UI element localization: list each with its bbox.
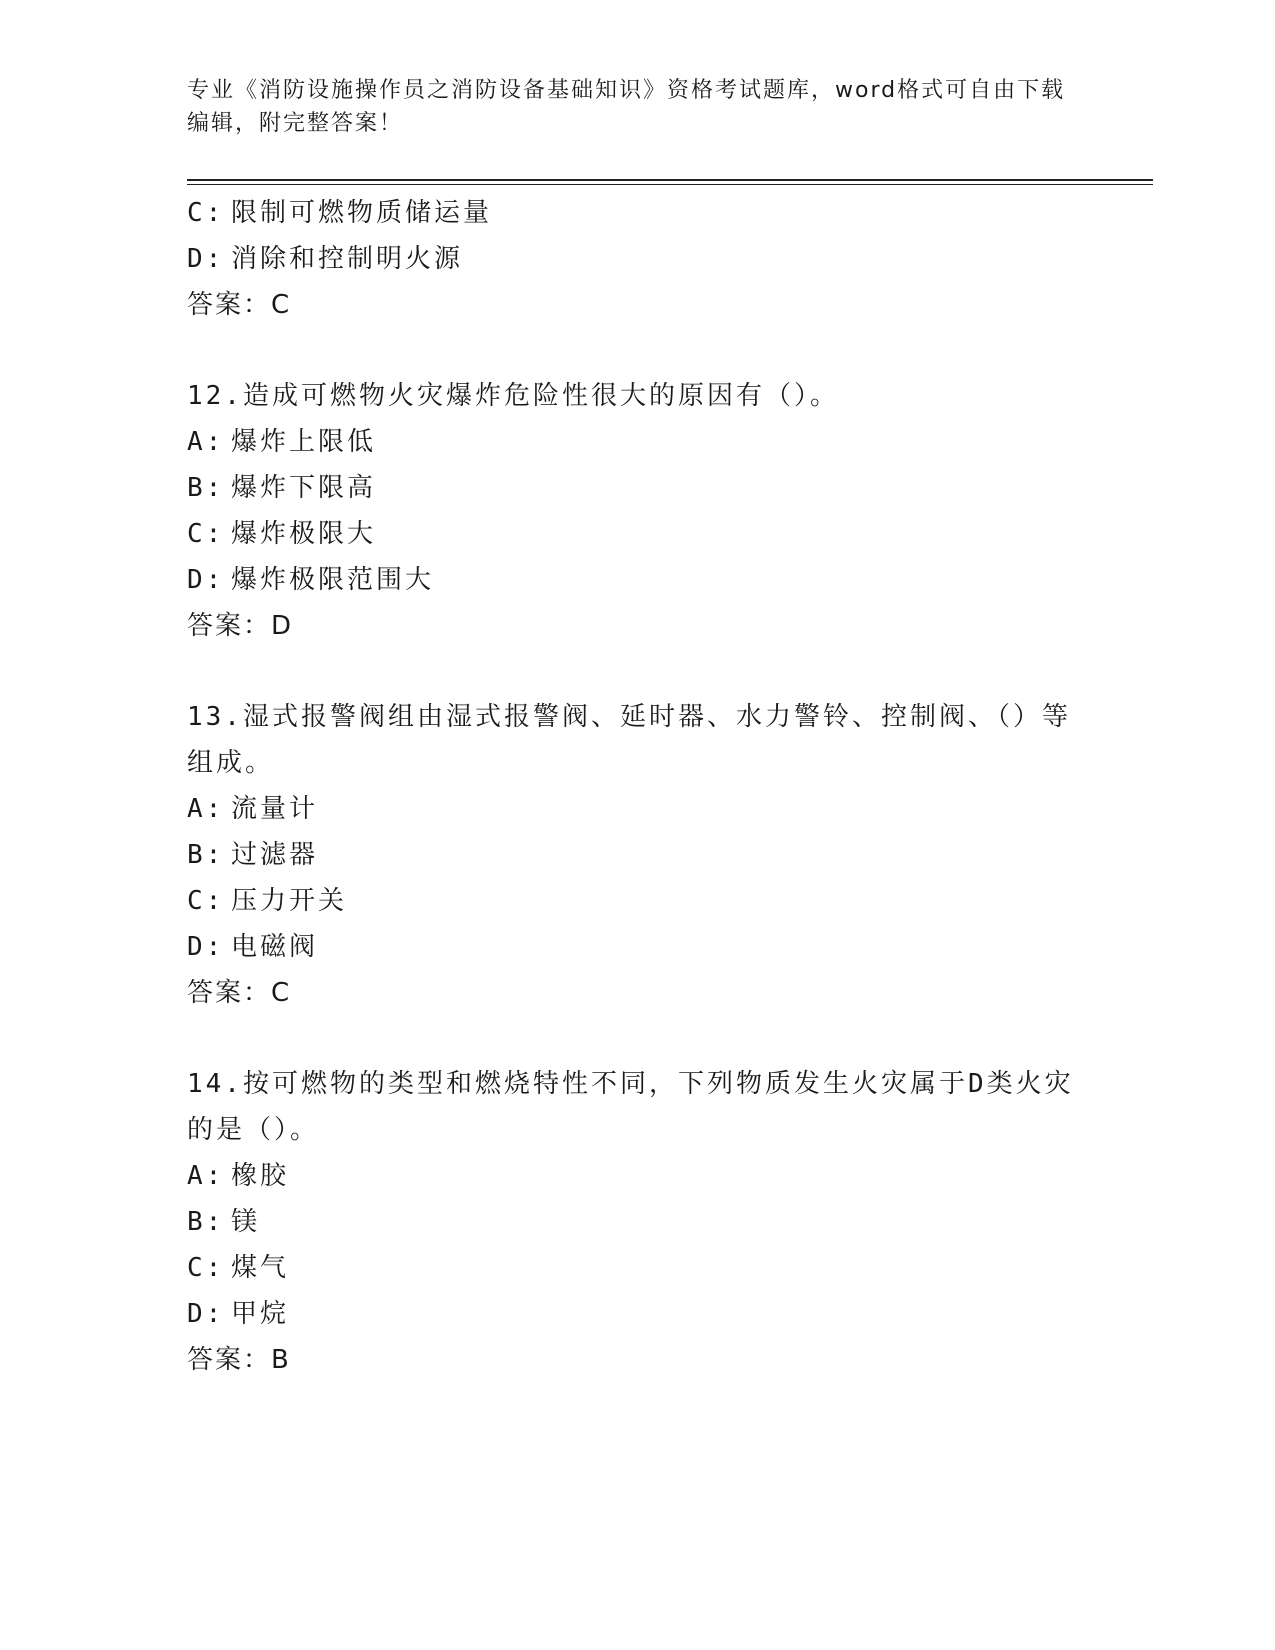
question-stem: 14.按可燃物的类型和燃烧特性不同，下列物质发生火灾属于D类火灾的是（）。 (187, 1069, 1074, 1145)
option-key: D: (187, 932, 225, 962)
option-c (187, 878, 1087, 924)
question-12 (187, 373, 1087, 649)
option-d (187, 557, 1087, 603)
option-text: 限制可燃物质储运量 (231, 198, 493, 228)
answer-line: 答案：B (187, 1345, 291, 1375)
option-c (187, 190, 1087, 236)
option-key: C: (187, 1253, 225, 1283)
option-key: B: (187, 473, 225, 503)
answer-line: 答案：C (187, 290, 292, 320)
spacer (187, 1016, 1087, 1061)
option-d (187, 1291, 1087, 1337)
option-text: 煤气 (231, 1253, 290, 1283)
option-text: 消除和控制明火源 (231, 244, 464, 274)
option-a (187, 786, 1087, 832)
option-key: C: (187, 886, 225, 916)
option-text: 过滤器 (231, 840, 319, 870)
option-text: 电磁阀 (231, 932, 319, 962)
option-key: A: (187, 794, 225, 824)
option-b (187, 1199, 1087, 1245)
answer-line: 答案：C (187, 978, 292, 1008)
option-d (187, 236, 1087, 282)
question-content (187, 190, 1087, 1383)
option-key: A: (187, 427, 225, 457)
spacer (187, 328, 1087, 373)
option-key: A: (187, 1161, 225, 1191)
option-a (187, 1153, 1087, 1199)
question-11-continuation (187, 190, 1087, 328)
option-b (187, 465, 1087, 511)
question-13 (187, 694, 1087, 1016)
header-divider-thin (187, 184, 1153, 185)
option-text: 爆炸极限大 (231, 519, 377, 549)
option-text: 橡胶 (231, 1161, 290, 1191)
document-header: 专业《消防设施操作员之消防设备基础知识》资格考试题库，word格式可自由下载编辑，附完整答案！ (187, 78, 1066, 136)
header-divider-thick (187, 179, 1153, 181)
option-key: C: (187, 519, 225, 549)
option-key: C: (187, 198, 225, 228)
option-text: 爆炸上限低 (231, 427, 377, 457)
option-text: 爆炸极限范围大 (231, 565, 435, 595)
option-text: 压力开关 (231, 886, 348, 916)
option-key: B: (187, 1207, 225, 1237)
question-14 (187, 1061, 1087, 1383)
option-b (187, 832, 1087, 878)
option-key: D: (187, 565, 225, 595)
spacer (187, 649, 1087, 694)
option-c (187, 1245, 1087, 1291)
option-key: D: (187, 244, 225, 274)
question-stem: 12.造成可燃物火灾爆炸危险性很大的原因有（）。 (187, 381, 839, 411)
option-text: 流量计 (231, 794, 319, 824)
option-key: D: (187, 1299, 225, 1329)
option-text: 镁 (231, 1207, 261, 1237)
option-text: 爆炸下限高 (231, 473, 377, 503)
option-text: 甲烷 (231, 1299, 290, 1329)
option-d (187, 924, 1087, 970)
option-a (187, 419, 1087, 465)
answer-line: 答案：D (187, 611, 294, 641)
option-c (187, 511, 1087, 557)
question-stem: 13.湿式报警阀组由湿式报警阀、延时器、水力警铃、控制阀、（）等组成。 (187, 702, 1071, 778)
option-key: B: (187, 840, 225, 870)
